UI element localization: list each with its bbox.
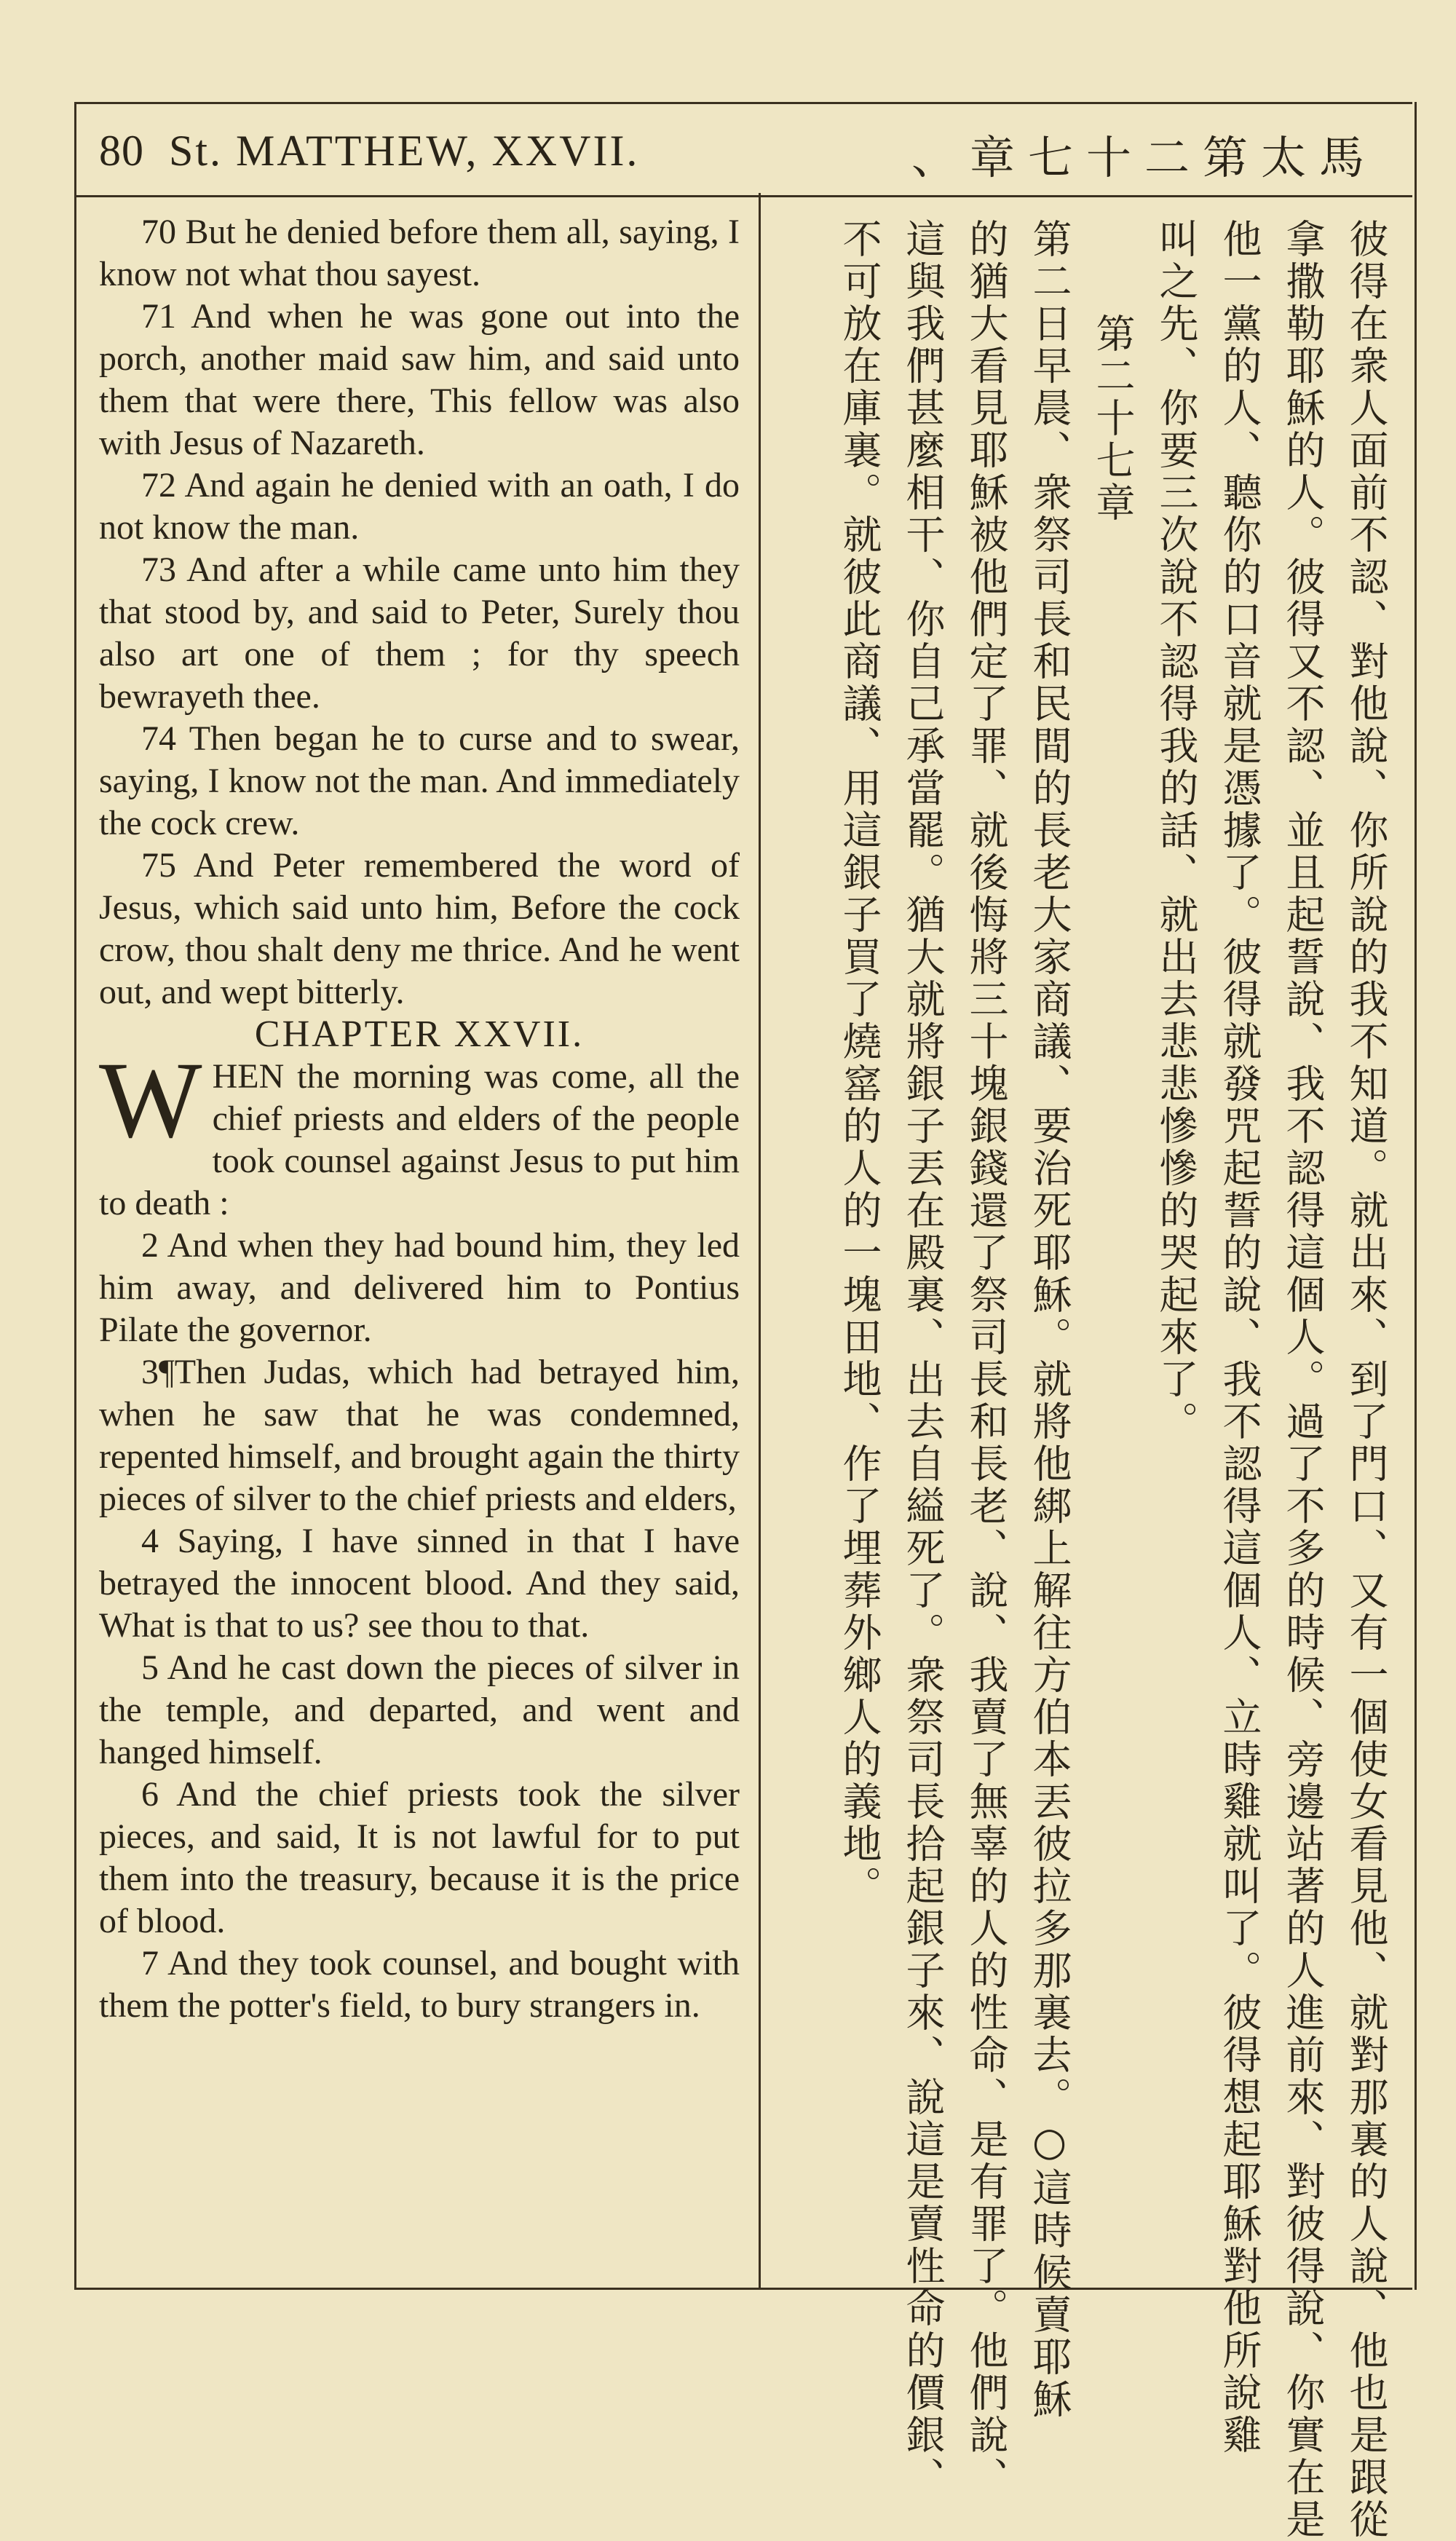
running-header [74, 102, 1412, 197]
chinese-column-2: 拿撒勒耶穌的人。彼得又不認、並且起誓說、我不認得這個人。過了不多的時候、旁邊站著的人進前來、對彼得說、你實在是 [1280, 218, 1326, 2541]
verse-72: 72 And again he denied with an oath, I do not know the man. [99, 466, 740, 547]
chinese-column-6: 第二日早晨、衆祭司長和民間的長老大家商議、要治死耶穌。就將他綁上解往方伯本丟彼拉多那裏去。○這時候賣耶穌 [1026, 218, 1072, 2421]
chinese-column-7: 的猶大看見耶穌被他們定了罪、就後悔將三十塊銀錢還了祭司長和長老、說、我賣了無辜的人的性命、是有罪了。他們說、 [963, 218, 1009, 2499]
verse-71: 71 And when he was gone out into the porch, another maid saw him, and said unto them that were there, This fellow was also with Jesus of Nazareth. [99, 297, 740, 462]
chinese-text-column [779, 218, 1398, 2541]
chapter-heading: CHAPTER XXVII. [254, 1013, 585, 1055]
chinese-column-3: 他一黨的人、聽你的口音就是憑據了。彼得就發咒起誓的說、我不認得這個人、立時雞就叫了。彼得想起耶穌對他所說雞 [1216, 218, 1262, 2457]
verse-74: 74 Then began he to curse and to swear, saying, I know not the man. And immediately the cock crew. [99, 719, 740, 842]
chinese-chapter-heading: 第二十七章 [1090, 313, 1136, 524]
chinese-book-title: 、章七十二第太馬 [911, 131, 1378, 184]
verse-70: 70 But he denied before them all, saying, I know not what thou sayest. [99, 213, 740, 293]
verse-73: 73 And after a while came unto him they that stood by, and said to Peter, Surely thou also art one of them ; for thy speech bewrayeth thee. [99, 550, 740, 716]
verse-4: 4 Saying, I have sinned in that I have betrayed the innocent blood. And they said, What is that to us? see thou to that. [99, 1522, 740, 1645]
chinese-column-8: 這與我們甚麼相干、你自己承當罷。猶大就將銀子丟在殿裏、出去自縊死了。衆祭司長拾起銀子來、說這是賣性命的價銀、 [900, 218, 946, 2499]
bottom-rule [74, 2288, 1412, 2290]
verse-75: 75 And Peter remembered the word of Jesus, which said unto him, Before the cock crow, thou shalt deny me thrice. And he went out, and wept bitterly. [99, 846, 740, 1011]
english-text-column [99, 211, 740, 2027]
verse-1 [99, 1040, 740, 1225]
chinese-column-1: 彼得在衆人面前不認、對他說、你所說的我不知道。就出來、到了門口、又有一個使女看見他、就對那裏的人說、他也是跟從 [1343, 218, 1389, 2541]
chinese-column-9: 不可放在庫裏。就彼此商議、用這銀子買了燒窰的人的一塊田地、作了埋葬外鄉人的義地。 [836, 218, 882, 1908]
verse-7: 7 And they took counsel, and bought with them the potter's field, to bury strangers in. [99, 1944, 740, 2025]
column-divider [759, 193, 761, 2290]
book-title: St. MATTHEW, XXVII. [169, 127, 640, 175]
drop-cap: W [99, 1040, 202, 1161]
verse-2: 2 And when they had bound him, they led him away, and delivered him to Pontius Pilate the governor. [99, 1226, 740, 1349]
page-number: 80 [99, 127, 144, 175]
verse-1-text: HEN the morning was come, all the chief priests and elders of the people took counsel against Jesus to put him to death : [99, 1057, 740, 1222]
verse-5: 5 And he cast down the pieces of silver in the temple, and departed, and went and hanged himself. [99, 1648, 740, 1771]
verse-6: 6 And the chief priests took the silver pieces, and said, It is not lawful for to put them into the treasury, because it is the price of blood. [99, 1775, 740, 1940]
chinese-column-4: 叫之先、你要三次說不認得我的話、就出去悲悲慘慘的哭起來了。 [1153, 218, 1199, 1443]
verse-3: 3¶Then Judas, which had betrayed him, when he saw that he was condemned, repented himself, and brought again the thirty pieces of silver to the chief priests and elders, [99, 1353, 740, 1518]
